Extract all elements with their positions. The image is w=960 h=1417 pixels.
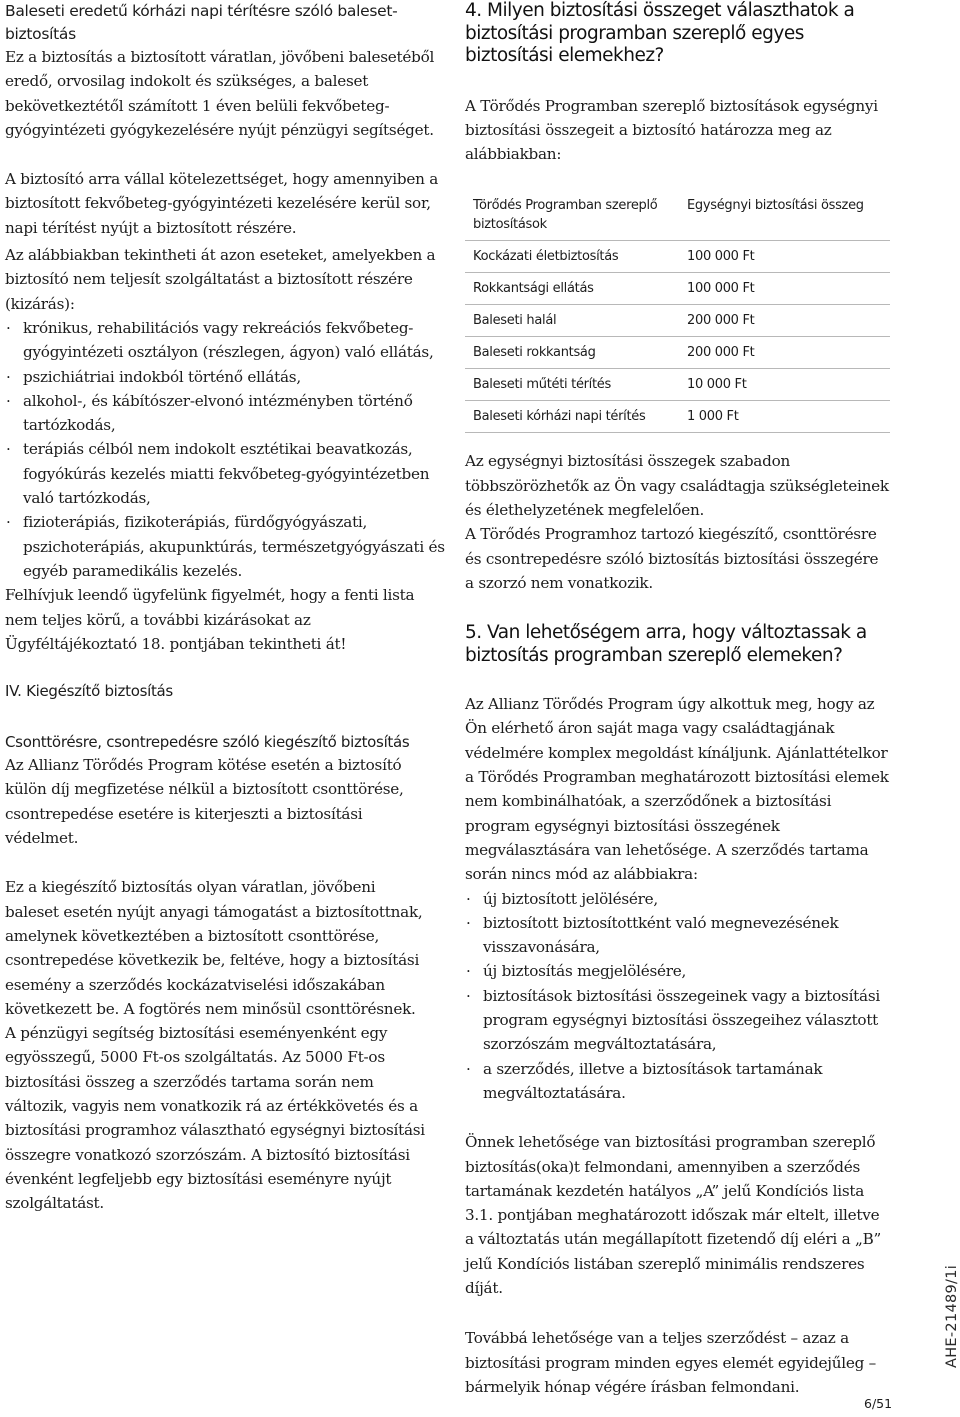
table-cell-insurance: Baleseti rokkantság	[465, 337, 677, 369]
exclusion-note: Felhívjuk leendő ügyfelünk figyelmét, hogy a fenti lista nem teljes körű, a további kizárásokat az Ügyféltájékoztató 18. pontjában tekintheti át!	[5, 586, 415, 653]
table-cell-insurance: Kockázati életbiztosítás	[465, 241, 677, 273]
exclusion-item: · terápiás célból nem indokolt esztétikai beavatkozás, fogyókúrás kezelés miatti fekvőbeteg-gyógyintézetben való tartózkodás,	[5, 437, 445, 510]
page-number: 6/51	[864, 1396, 893, 1411]
table-cell-amount: 200 000 Ft	[677, 337, 890, 369]
question-4-after-2: A Törődés Programhoz tartozó kiegészítő, csonttörésre és csontrepedésre szóló biztosítás biztosítási összegére a szorzó nem vonatkozik.	[465, 525, 879, 592]
question-5-intro: Az Allianz Törődés Program úgy alkottuk meg, hogy az Ön elérhető áron saját maga vagy családtagjának védelmére komplex megoldást kínáljunk. Ajánlattételkor a Törődés Programban meghatározott biztosítási elemek nem kombinálhatóak, a szerződőnek a biztosítási program egységnyi biztosítási összegének megválasztására van lehetősége. A szerződés tartama során nincs mód az alábbiakra:	[465, 695, 889, 884]
table-row	[465, 273, 890, 305]
q5-list-item: · új biztosítás megjelölésére,	[465, 959, 890, 983]
table-cell-insurance: Rokkantsági ellátás	[465, 273, 677, 305]
supplement-para-2: Ez a kiegészítő biztosítás olyan váratlan, jövőbeni baleset esetén nyújt anyagi támogatást a biztosítottnak, amelynek következtében a biztosított csonttörése, csontrepedése következik be, feltéve, hogy a biztosítási esemény a szerződés kockázatviselési időszakában következett be. A fogtörés nem minősül csonttörésnek. A pénzügyi segítség biztosítási eseményenként egy egyösszegű, 5000 Ft-os szolgáltatás. Az 5000 Ft-os biztosítási összeg a szerződés tartama során nem változik, vagyis nem vonatkozik rá az értékkövetés és a biztosítási programhoz választható egységnyi biztosítási összegre vonatkozó szorzószám. A biztosító biztosítási évenként legfeljebb egy biztosítási eseményre nyújt szolgáltatást.	[5, 878, 425, 1213]
exclusion-item: · alkohol-, és kábítószer-elvonó intézményben történő tartózkodás,	[5, 389, 445, 438]
section-title-hospital-daily: Baleseti eredetű kórházi napi térítésre szóló baleset-biztosítás	[5, 2, 398, 43]
question-5-list	[465, 887, 890, 1106]
supplement-para-1: Az Allianz Törődés Program kötése esetén a biztosító külön díj megfizetése nélkül a biztosított csonttörése, csontrepedése esetére is kiterjeszti a biztosítási védelmet.	[5, 756, 404, 848]
section-para-hospital-daily-2: A biztosító arra vállal kötelezettséget, hogy amennyiben a biztosított fekvőbeteg-gyógyintézeti kezelésére kerül sor, napi térítést nyújt a biztosított részére.	[5, 170, 438, 237]
table-row	[465, 401, 890, 433]
table-header-unit-sum: Egységnyi biztosítási összeg	[687, 198, 864, 214]
exclusion-list	[5, 316, 445, 583]
table-header-program: Törődés Programban szereplő biztosítások	[473, 198, 658, 233]
question-5-para-3: Továbbá lehetősége van a teljes szerződést – azaz a biztosítási program minden egyes elemét egyidejűleg – bármelyik hónap végére írásban felmondani.	[465, 1329, 877, 1396]
table-row	[465, 337, 890, 369]
q5-list-item: · új biztosított jelölésére,	[465, 887, 890, 911]
question-5-para-2: Önnek lehetősége van biztosítási programban szereplő biztosítás(oka)t felmondani, amennyiben a szerződés tartamának kezdetén hatályos „A” jelű Kondíciós lista 3.1. pontjában meghatározott időszak már eltelt, illetve a változtatás után megállapított fizetendő díj eléri a „B” jelű Kondíciós listában szereplő minimális rendszeres díját.	[465, 1133, 882, 1297]
table-row	[465, 369, 890, 401]
table-cell-insurance: Baleseti kórházi napi térítés	[465, 401, 677, 433]
exclusion-item: · pszichiátriai indokból történő ellátás,	[5, 365, 445, 389]
table-row	[465, 241, 890, 273]
sum-insured-table	[465, 190, 890, 433]
table-cell-amount: 100 000 Ft	[677, 273, 890, 305]
section-heading-supplementary: IV. Kiegészítő biztosítás	[5, 682, 173, 701]
question-4-after-1: Az egységnyi biztosítási összegek szabadon többszörözhetők az Ön vagy családtagja szükségleteinek és élethelyzetének megfelelően.	[465, 452, 889, 519]
supplement-title: Csonttörésre, csontrepedésre szóló kiegészítő biztosítás	[5, 733, 410, 752]
exclusion-intro: Az alábbiakban tekintheti át azon eseteket, amelyekben a biztosító nem teljesít szolgáltatást a biztosított részére (kizárás):	[5, 246, 436, 313]
section-para-hospital-daily-1: Ez a biztosítás a biztosított váratlan, jövőbeni balesetéből eredő, orvosilag indokolt és szükséges, a baleset bekövetkeztétől számított 1 éven belüli fekvőbeteg-gyógyintézeti gyógykezelésére nyújt pénzügyi segítséget.	[5, 48, 435, 139]
left-column	[5, 0, 445, 1215]
right-column	[465, 0, 890, 1399]
table-cell-amount: 200 000 Ft	[677, 305, 890, 337]
q5-list-item: · biztosított biztosítottként való megnevezésének visszavonására,	[465, 911, 890, 960]
question-4-heading: 4. Milyen biztosítási összeget választhatok a biztosítási programban szereplő egyes biztosítási elemekhez?	[465, 0, 855, 66]
exclusion-item: · fizioterápiás, fizikoterápiás, fürdőgyógyászati, pszichoterápiás, akupunktúrás, természetgyógyászati és egyéb paramedikális kezelés.	[5, 510, 445, 583]
table-cell-amount: 10 000 Ft	[677, 369, 890, 401]
table-cell-insurance: Baleseti halál	[465, 305, 677, 337]
q5-list-item: · a szerződés, illetve a biztosítások tartamának megváltoztatására.	[465, 1057, 890, 1106]
table-cell-amount: 100 000 Ft	[677, 241, 890, 273]
question-5-heading: 5. Van lehetőségem arra, hogy változtassak a biztosítás programban szereplő elemeken?	[465, 622, 867, 666]
question-4-intro: A Törődés Programban szereplő biztosítások egységnyi biztosítási összegeit a biztosító határozza meg az alábbiakban:	[465, 96, 878, 164]
table-row	[465, 305, 890, 337]
table-cell-amount: 1 000 Ft	[677, 401, 890, 433]
exclusion-item: · krónikus, rehabilitációs vagy rekreációs fekvőbeteg-gyógyintézeti osztályon (részlegen, ágyon) való ellátás,	[5, 316, 445, 365]
document-code: AHE-21489/1i	[944, 1264, 960, 1368]
table-cell-insurance: Baleseti műtéti térítés	[465, 369, 677, 401]
table-header-row	[465, 190, 890, 241]
q5-list-item: · biztosítások biztosítási összegeinek vagy a biztosítási program egységnyi biztosítási összegeihez választott szorzószám megváltoztatására,	[465, 984, 890, 1057]
